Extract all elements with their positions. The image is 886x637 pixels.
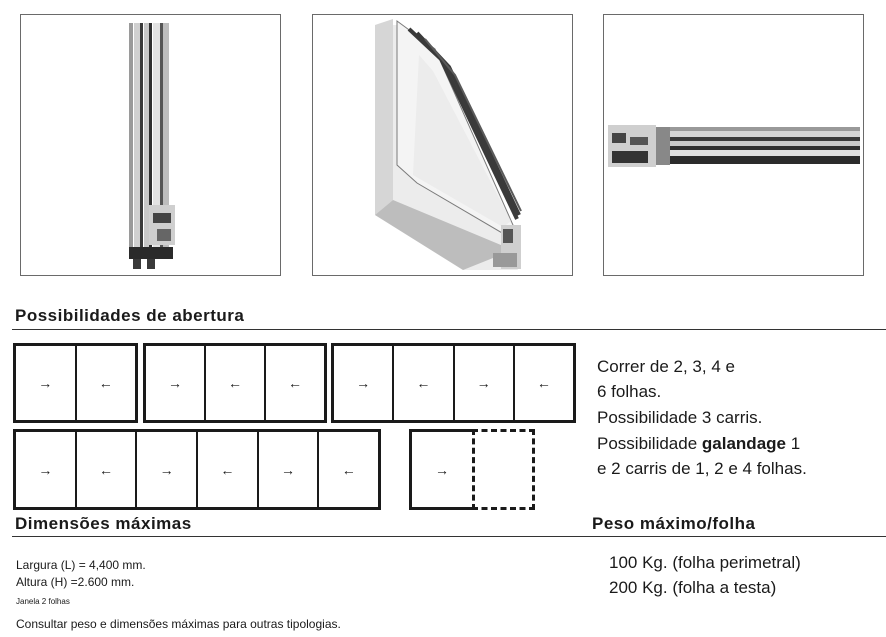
largura-text: Largura (L) = 4,400 mm. [16,558,146,572]
dimensoes-title: Dimensões máximas [15,514,192,533]
abertura-desc-line4 [597,432,800,456]
horizontal-profile-photo [603,14,864,276]
arrow-left-icon: ← [99,461,113,478]
sash [77,432,138,507]
sash [146,346,206,420]
abertura-desc-line4-pre: Possibilidade [597,434,702,453]
window-diagram-2-leaf [13,343,138,423]
corner-profile-photo [312,14,573,276]
consultar-text: Consultar peso e dimensões máximas para outras tipologias. [16,617,341,631]
sash [137,432,198,507]
sash [394,346,454,420]
arrow-left-icon: ← [536,375,551,391]
galandage-bold: galandage [701,434,786,453]
arrow-right-icon: → [38,461,53,478]
arrow-left-icon: ← [416,375,431,391]
peso-line1: 100 Kg. (folha perimetral) [609,553,801,572]
arrow-right-icon: → [38,375,53,391]
peso-title: Peso máximo/folha [592,514,756,533]
abertura-desc-line5: e 2 carris de 1, 2 e 4 folhas. [597,459,807,478]
sash [16,432,77,507]
sash [515,346,573,420]
abertura-desc-line2: 6 folhas. [597,382,662,401]
sash [455,346,515,420]
window-diagram-galandage [409,429,475,510]
arrow-right-icon: → [435,461,449,478]
arrow-left-icon: ← [288,375,302,391]
window-diagram-3-leaf [143,343,327,423]
abertura-rule [12,329,886,330]
abertura-desc-line3: Possibilidade 3 carris. [597,408,763,427]
sash [319,432,378,507]
arrow-right-icon: → [159,461,174,478]
vertical-profile-photo [20,14,281,276]
dimensoes-rule [12,536,886,537]
arrow-right-icon: → [281,461,296,478]
sash [206,346,266,420]
window-diagram-6-leaf [13,429,381,510]
arrow-right-icon: → [356,375,371,391]
sash [16,346,77,420]
sash [259,432,320,507]
peso-line2: 200 Kg. (folha a testa) [609,578,777,597]
galandage-pocket [472,429,535,510]
sash [334,346,394,420]
abertura-title: Possibilidades de abertura [15,306,245,325]
arrow-left-icon: ← [220,461,235,478]
abertura-desc-line1: Correr de 2, 3, 4 e [597,357,735,376]
janela-note: Janela 2 folhas [16,597,70,606]
sash [77,346,136,420]
arrow-right-icon: → [168,375,182,391]
arrow-left-icon: ← [228,375,242,391]
arrow-right-icon: → [476,375,491,391]
sash [266,346,324,420]
sash [198,432,259,507]
sash [412,432,472,507]
altura-text: Altura (H) =2.600 mm. [16,575,135,589]
abertura-desc-line4-post: 1 [786,434,801,453]
arrow-left-icon: ← [341,461,356,478]
window-diagram-4-leaf [331,343,576,423]
arrow-left-icon: ← [98,375,113,391]
